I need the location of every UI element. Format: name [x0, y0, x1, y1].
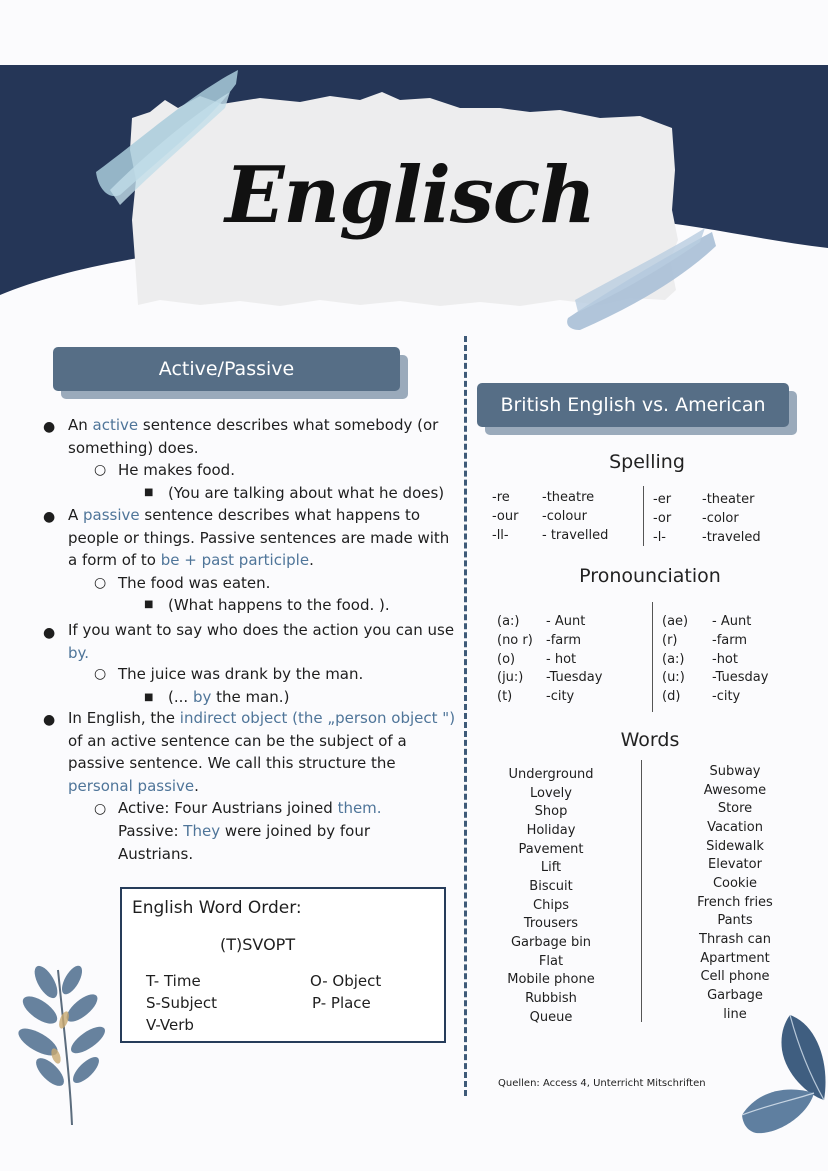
spelling-item: - travelled: [542, 527, 609, 543]
spelling-item: -ll-: [492, 527, 509, 543]
note-line: Passive: They were joined by four: [118, 822, 371, 840]
word-item: French fries: [697, 894, 773, 910]
square-bullet-icon: ■: [144, 692, 154, 703]
words-british-list: [496, 766, 606, 1027]
pron-british-words: [546, 613, 602, 707]
note-line: something) does.: [68, 439, 199, 457]
note-line: Austrians.: [118, 845, 194, 863]
word-item: Garbage bin: [510, 934, 592, 950]
note-line: An active sentence describes what somebody (or: [68, 416, 439, 434]
pron-item: -hot: [712, 651, 738, 667]
pron-item: -city: [546, 689, 575, 705]
pron-item: -farm: [712, 632, 748, 648]
note-line: A passive sentence describes what happens to: [68, 506, 421, 524]
bullet-icon: ●: [43, 625, 56, 641]
word-item: Shop: [534, 804, 568, 820]
pron-item: (u:): [662, 670, 685, 686]
word-item: Pavement: [518, 841, 584, 857]
word-item: Garbage: [707, 987, 763, 1003]
word-order-subject: S-Subject: [146, 994, 218, 1012]
pron-item: (no r): [497, 632, 533, 648]
words-divider: [641, 760, 642, 1022]
word-item: Cookie: [712, 875, 758, 891]
spelling-item: -our: [492, 508, 519, 524]
word-item: Underground: [508, 767, 594, 782]
spelling-item: -re: [492, 490, 510, 505]
british-american-header: [477, 383, 789, 427]
word-item: Sidewalk: [706, 838, 764, 854]
word-item: Mobile phone: [507, 972, 595, 988]
spelling-item: -traveled: [702, 529, 761, 545]
note-line: (What happens to the food. ).: [168, 596, 390, 614]
pron-item: -Tuesday: [712, 670, 769, 686]
note-line: In English, the indirect object (the „person object "): [68, 709, 456, 727]
word-order-verb: V-Verb: [146, 1016, 194, 1034]
word-item: Trousers: [523, 916, 579, 932]
spelling-american-suffixes: [653, 491, 671, 547]
word-order-object: O- Object: [310, 972, 382, 990]
word-order-box: [120, 887, 446, 1043]
active-passive-heading: Active/Passive: [53, 347, 400, 391]
word-item: Lovely: [530, 785, 572, 801]
pronunciation-divider: [652, 602, 653, 712]
note-line: The juice was drank by the man.: [118, 665, 364, 683]
note-line: (You are talking about what he does): [168, 484, 445, 502]
word-item: Chips: [533, 897, 569, 913]
pron-item: (ae): [662, 614, 689, 629]
word-item: Thrash can: [699, 931, 771, 947]
leaves-icon: [738, 1005, 828, 1140]
pron-american-sounds: [662, 613, 688, 707]
circle-bullet-icon: ○: [94, 801, 107, 817]
word-item: Elevator: [708, 857, 762, 873]
pron-american-words: [712, 613, 768, 707]
note-line: passive sentence. We call this structure the: [68, 754, 396, 772]
word-item: Holiday: [526, 822, 576, 838]
spelling-american-words: [702, 491, 761, 547]
word-item: Apartment: [700, 950, 770, 966]
pronunciation-title: Pronounciation: [579, 565, 721, 587]
note-line: of an active sentence can be the subject of a: [68, 732, 407, 750]
page-title: Englisch: [224, 150, 596, 241]
word-order-place: P- Place: [312, 994, 371, 1012]
word-item: Cell phone: [700, 969, 770, 985]
pron-item: (d): [662, 689, 681, 705]
spelling-divider: [643, 486, 644, 546]
bullet-icon: ●: [43, 419, 56, 435]
note-line: The food was eaten.: [118, 574, 271, 592]
circle-bullet-icon: ○: [94, 462, 107, 478]
note-line: If you want to say who does the action you can use: [68, 621, 455, 639]
note-line: He makes food.: [118, 461, 235, 479]
pron-item: (r): [662, 632, 678, 648]
word-item: Biscuit: [529, 878, 573, 894]
words-title: Words: [620, 729, 680, 751]
pron-item: (ju:): [497, 670, 524, 686]
column-divider: [464, 336, 467, 1096]
word-item: Queue: [529, 1009, 573, 1025]
bullet-icon: ●: [43, 712, 56, 728]
spelling-item: -theater: [702, 492, 755, 507]
pron-item: -Tuesday: [546, 670, 603, 686]
note-line: people or things. Passive sentences are made with: [68, 529, 450, 547]
note-line: a form of to be + past participle.: [68, 551, 314, 569]
pron-item: (a:): [497, 614, 520, 629]
word-item: Flat: [538, 953, 564, 969]
word-item: Vacation: [707, 819, 763, 835]
pron-item: - hot: [546, 651, 577, 667]
circle-bullet-icon: ○: [94, 575, 107, 591]
word-item: Store: [717, 801, 753, 817]
pron-item: -city: [712, 689, 741, 705]
spelling-british-words: [542, 489, 608, 545]
spelling-title: Spelling: [609, 451, 685, 473]
word-item: Rubbish: [525, 990, 577, 1006]
sources-note: Quellen: Access 4, Unterricht Mitschriften: [498, 1078, 706, 1089]
plant-branch-icon: [10, 960, 110, 1130]
word-item: line: [723, 1006, 747, 1022]
spelling-item: -colour: [542, 508, 587, 524]
active-passive-header: [53, 347, 400, 391]
circle-bullet-icon: ○: [94, 666, 107, 682]
word-order-time: T- Time: [146, 972, 201, 990]
british-american-heading: British English vs. American: [477, 383, 789, 427]
words-american-list: [680, 763, 790, 1024]
pron-item: - Aunt: [712, 614, 752, 629]
spelling-item: -theatre: [542, 490, 595, 505]
word-item: Awesome: [703, 782, 767, 798]
spelling-item: -or: [653, 510, 672, 526]
note-line: (... by the man.): [168, 688, 290, 706]
note-line: personal passive.: [68, 777, 199, 795]
pron-item: (t): [497, 689, 513, 705]
square-bullet-icon: ■: [144, 487, 154, 498]
word-item: Lift: [540, 860, 562, 876]
note-line: by.: [68, 644, 90, 662]
spelling-item: -l-: [653, 529, 666, 545]
pron-item: (o): [497, 651, 516, 667]
pron-british-sounds: [497, 613, 533, 707]
spelling-item: -er: [653, 492, 672, 507]
pron-item: -farm: [546, 632, 582, 648]
word-order-formula: (T)SVOPT: [220, 935, 296, 954]
pron-item: - Aunt: [546, 614, 586, 629]
word-order-title: English Word Order:: [132, 898, 302, 918]
spelling-british-suffixes: [492, 489, 518, 545]
square-bullet-icon: ■: [144, 599, 154, 610]
pron-item: (a:): [662, 651, 685, 667]
word-item: Pants: [717, 913, 753, 929]
bullet-icon: ●: [43, 509, 56, 525]
note-line: Active: Four Austrians joined them.: [118, 799, 382, 817]
word-item: Subway: [709, 764, 761, 779]
spelling-item: -color: [702, 510, 739, 526]
